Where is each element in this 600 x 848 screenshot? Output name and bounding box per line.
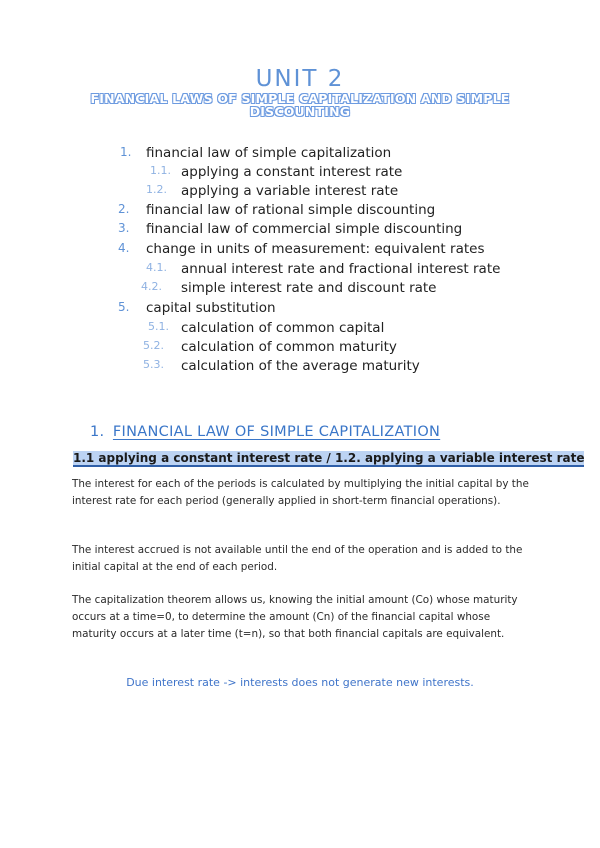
paragraph-interest-accrued: The interest accrued is not available until the end of the operation and is added to the initial capital at the end of each period. — [72, 544, 523, 573]
paragraph-capitalization-theorem: The capitalization theorem allows us, knowing the initial amount (Co) whose maturity occurs at a time=0, to determine the amount (Cn) of the financial capital whose maturity occurs at a later time (t=n), so that both financial capitals are equivalent. — [72, 594, 518, 640]
toc-item-3 — [118, 221, 463, 237]
toc-item-4 — [118, 241, 485, 257]
toc-item-5 — [118, 300, 276, 316]
unit-subtitle: FINANCIAL LAWS OF SIMPLE CAPITALIZATION AND SIMPLE DISCOUNTING — [90, 91, 510, 119]
toc-item-1 — [120, 145, 392, 161]
unit-title: UNIT 2 — [255, 66, 345, 92]
toc-text: applying a constant interest rate — [181, 164, 403, 180]
paragraph-interest-calculation: The interest for each of the periods is calculated by multiplying the initial capital by the interest rate for each period (generally applied in short-term financial operations). — [72, 478, 529, 507]
toc-number: 4. — [118, 241, 130, 255]
section-title: FINANCIAL LAW OF SIMPLE CAPITALIZATION — [112, 424, 441, 440]
toc-item-1-1 — [150, 164, 403, 180]
toc-text: financial law of commercial simple discounting — [146, 221, 463, 237]
toc-item-4-1 — [146, 261, 501, 277]
toc-text: change in units of measurement: equivalent rates — [146, 241, 485, 257]
toc-item-4-2 — [141, 280, 437, 296]
subsection-heading — [72, 450, 587, 467]
section-number: 1. — [90, 424, 105, 440]
toc-number: 1.1. — [150, 164, 171, 177]
toc-text: calculation of the average maturity — [181, 358, 420, 374]
toc-number: 2. — [118, 202, 130, 216]
toc-text: capital substitution — [146, 300, 276, 316]
subsection-heading-text: 1.1 applying a constant interest rate / 1.2. applying a variable interest rate — [73, 451, 585, 465]
toc-text: financial law of rational simple discounting — [146, 202, 436, 218]
section-heading — [90, 424, 440, 440]
toc-number: 5.2. — [143, 339, 164, 352]
toc-text: calculation of common capital — [181, 320, 385, 336]
toc-item-5-3 — [143, 358, 420, 374]
toc-number: 4.2. — [141, 280, 162, 293]
toc-number: 5. — [118, 300, 130, 314]
toc-text: calculation of common maturity — [181, 339, 397, 355]
toc-number: 5.3. — [143, 358, 164, 371]
note-line: Due interest rate -> interests does not generate new interests. — [126, 676, 474, 689]
toc-number: 3. — [118, 221, 130, 235]
toc-text: financial law of simple capitalization — [146, 145, 392, 161]
toc-item-5-2 — [143, 339, 397, 355]
toc-number: 1.2. — [146, 183, 167, 196]
toc-item-5-1 — [148, 320, 385, 336]
toc-number: 5.1. — [148, 320, 169, 333]
toc-item-1-2 — [146, 183, 399, 199]
toc-text: applying a variable interest rate — [181, 183, 399, 199]
toc-text: simple interest rate and discount rate — [181, 280, 437, 296]
toc-text: annual interest rate and fractional interest rate — [181, 261, 501, 277]
toc-number: 4.1. — [146, 261, 167, 274]
toc-item-2 — [118, 202, 436, 218]
toc-number: 1. — [120, 145, 132, 159]
